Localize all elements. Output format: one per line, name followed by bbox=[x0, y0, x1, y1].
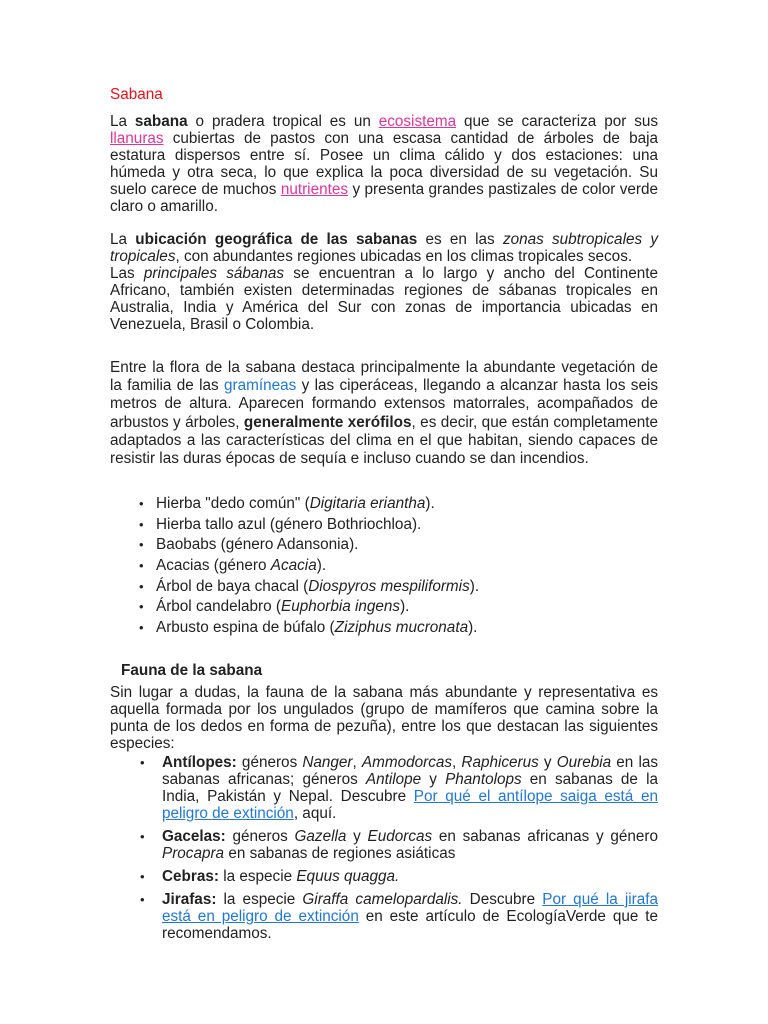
italic-term: Acacia bbox=[270, 557, 317, 575]
text: la especie bbox=[216, 891, 303, 908]
title-text: Sabana bbox=[110, 86, 163, 103]
text: , es decir, que están completamente adaptados a las características del clima en el que habitan, siendo capaces de resistir las duras épocas de sequía e incluso cuando se dan incendios. bbox=[110, 413, 658, 468]
text: Árbol candelabro ( bbox=[156, 598, 281, 616]
text: ). bbox=[469, 577, 480, 595]
text: en sabanas de la India, Pakistán y Nepal. Descubre bbox=[162, 771, 658, 805]
bold-term: Gacelas: bbox=[162, 828, 226, 845]
italic-term: Ourebia bbox=[556, 754, 612, 771]
flora-paragraph bbox=[110, 359, 658, 468]
list-item-jirafas bbox=[110, 891, 658, 942]
flora-list bbox=[110, 494, 658, 639]
list-item bbox=[110, 618, 658, 639]
text: Hierba tallo azul (género Bothriochloa). bbox=[156, 515, 422, 533]
italic-term: Gazella bbox=[294, 828, 347, 845]
list-item-cebras bbox=[110, 868, 658, 885]
link-antilope-saiga[interactable]: Por qué el antílope saiga está en peligro de extinción bbox=[162, 788, 658, 822]
italic-term: Raphicerus bbox=[461, 754, 539, 771]
link-jirafa-peligro[interactable]: Por qué la jirafa está en peligro de extinción bbox=[162, 891, 658, 925]
text: que se caracteriza por sus bbox=[456, 113, 659, 130]
text: géneros bbox=[236, 754, 303, 771]
text: , con abundantes regiones ubicadas en los climas tropicales secos. bbox=[175, 248, 633, 265]
intro-paragraph bbox=[110, 113, 658, 215]
link-gramineas[interactable]: gramíneas bbox=[224, 377, 297, 395]
bold-term: Jirafas: bbox=[162, 891, 217, 908]
italic-term: principales sábanas bbox=[143, 265, 285, 282]
text: y bbox=[421, 771, 446, 788]
italic-term: zonas subtropicales y tropicales bbox=[110, 231, 658, 265]
italic-term: Euphorbia ingens bbox=[281, 598, 401, 616]
text: cubiertas de pastos con una escasa cantidad de árboles de baja estatura dispersos entre sí. Posee un clima cálido y dos estaciones: una húmeda y otra seca, lo que explica la poca diversidad de su vegetación. Su suelo carece de muchos bbox=[110, 130, 658, 198]
italic-term: Eudorcas bbox=[367, 828, 433, 845]
italic-term: Phantolops bbox=[445, 771, 522, 788]
text: Arbusto espina de búfalo ( bbox=[156, 619, 335, 637]
text: ). bbox=[468, 619, 478, 637]
text: en este artículo de EcologíaVerde que te recomendamos. bbox=[162, 908, 658, 942]
italic-term: Giraffa camelopardalis. bbox=[302, 891, 463, 908]
fauna-list bbox=[110, 754, 658, 948]
text: La bbox=[110, 113, 135, 130]
text: Descubre bbox=[462, 891, 543, 908]
text: , aquí. bbox=[293, 805, 337, 822]
fauna-intro bbox=[110, 684, 658, 752]
text: Entre la flora de la sabana destaca principalmente la abundante vegetación de la familia de las bbox=[110, 359, 658, 395]
fauna-heading bbox=[121, 662, 669, 679]
text: y bbox=[538, 754, 557, 771]
text: Las bbox=[110, 265, 144, 282]
text: ). bbox=[425, 495, 435, 512]
location-paragraph bbox=[110, 231, 658, 265]
fauna-heading-text: Fauna de la sabana bbox=[121, 662, 263, 679]
list-item bbox=[110, 597, 658, 618]
text: en sabanas de regiones asiáticas bbox=[224, 845, 456, 862]
text: es en las bbox=[417, 231, 503, 248]
text: en sabanas africanas y género bbox=[432, 828, 659, 845]
text: la especie bbox=[218, 868, 297, 885]
italic-term: Ziziphus mucronata bbox=[334, 619, 469, 637]
text: y bbox=[346, 828, 368, 845]
document-title bbox=[110, 86, 658, 103]
list-item-gacelas bbox=[110, 828, 658, 862]
list-item-antilopes bbox=[110, 754, 658, 822]
text: Hierba "dedo común" ( bbox=[156, 495, 310, 512]
text: ). bbox=[316, 557, 327, 575]
text: , bbox=[452, 754, 462, 771]
text: ). bbox=[400, 598, 410, 616]
text: se encuentran a lo largo y ancho del Continente Africano, también existen determinadas regiones de sábanas tropicales en Australia, India y América del Sur con zonas de importancia ubicadas en Venezuela, Brasil o Colombia. bbox=[110, 265, 658, 333]
text: géneros bbox=[225, 828, 295, 845]
italic-term: Digitaria eriantha bbox=[309, 495, 426, 512]
bold-term-ubicacion: ubicación geográfica de las sabanas bbox=[135, 231, 418, 248]
text: y las ciperáceas, llegando a alcanzar hasta los seis metros de altura. Aparecen formando extensos matorrales, acompañados de arbustos y árboles, bbox=[110, 377, 658, 431]
list-item bbox=[110, 535, 658, 556]
text: Árbol de baya chacal ( bbox=[156, 577, 309, 595]
text: , bbox=[352, 754, 362, 771]
list-item bbox=[110, 494, 658, 515]
text: Acacias (género bbox=[156, 557, 271, 575]
list-item bbox=[110, 515, 658, 536]
link-llanuras[interactable]: llanuras bbox=[110, 130, 164, 147]
text: en las sabanas africanas; géneros bbox=[162, 754, 659, 788]
text: y presenta grandes pastizales de color verde claro o amarillo. bbox=[110, 181, 659, 215]
bold-term-xerofilos: generalmente xerófilos bbox=[243, 413, 412, 431]
text: Sin lugar a dudas, la fauna de la sabana más abundante y representativa es aquella formada por los ungulados (grupo de mamíferos que camina sobre la punta de los dedos en forma de pezuña), entre los que destacan las siguientes especies: bbox=[110, 684, 658, 752]
text: o pradera tropical es un bbox=[187, 113, 379, 130]
text: La bbox=[110, 231, 136, 248]
bold-term-sabana: sabana bbox=[134, 113, 188, 130]
italic-term: Equus quagga. bbox=[296, 868, 400, 885]
italic-term: Diospyros mespiliformis bbox=[308, 577, 470, 595]
bold-term: Antílopes: bbox=[162, 754, 237, 771]
link-nutrientes[interactable]: nutrientes bbox=[280, 181, 349, 198]
link-ecosistema[interactable]: ecosistema bbox=[378, 113, 457, 130]
bold-term: Cebras: bbox=[162, 868, 219, 885]
list-item bbox=[110, 556, 658, 577]
italic-term: Antilope bbox=[365, 771, 422, 788]
italic-term: Ammodorcas bbox=[361, 754, 453, 771]
italic-term: Procapra bbox=[162, 845, 225, 862]
text: Baobabs (género Adansonia). bbox=[156, 536, 359, 554]
list-item bbox=[110, 577, 658, 598]
regions-paragraph bbox=[110, 265, 658, 333]
italic-term: Nanger bbox=[302, 754, 353, 771]
